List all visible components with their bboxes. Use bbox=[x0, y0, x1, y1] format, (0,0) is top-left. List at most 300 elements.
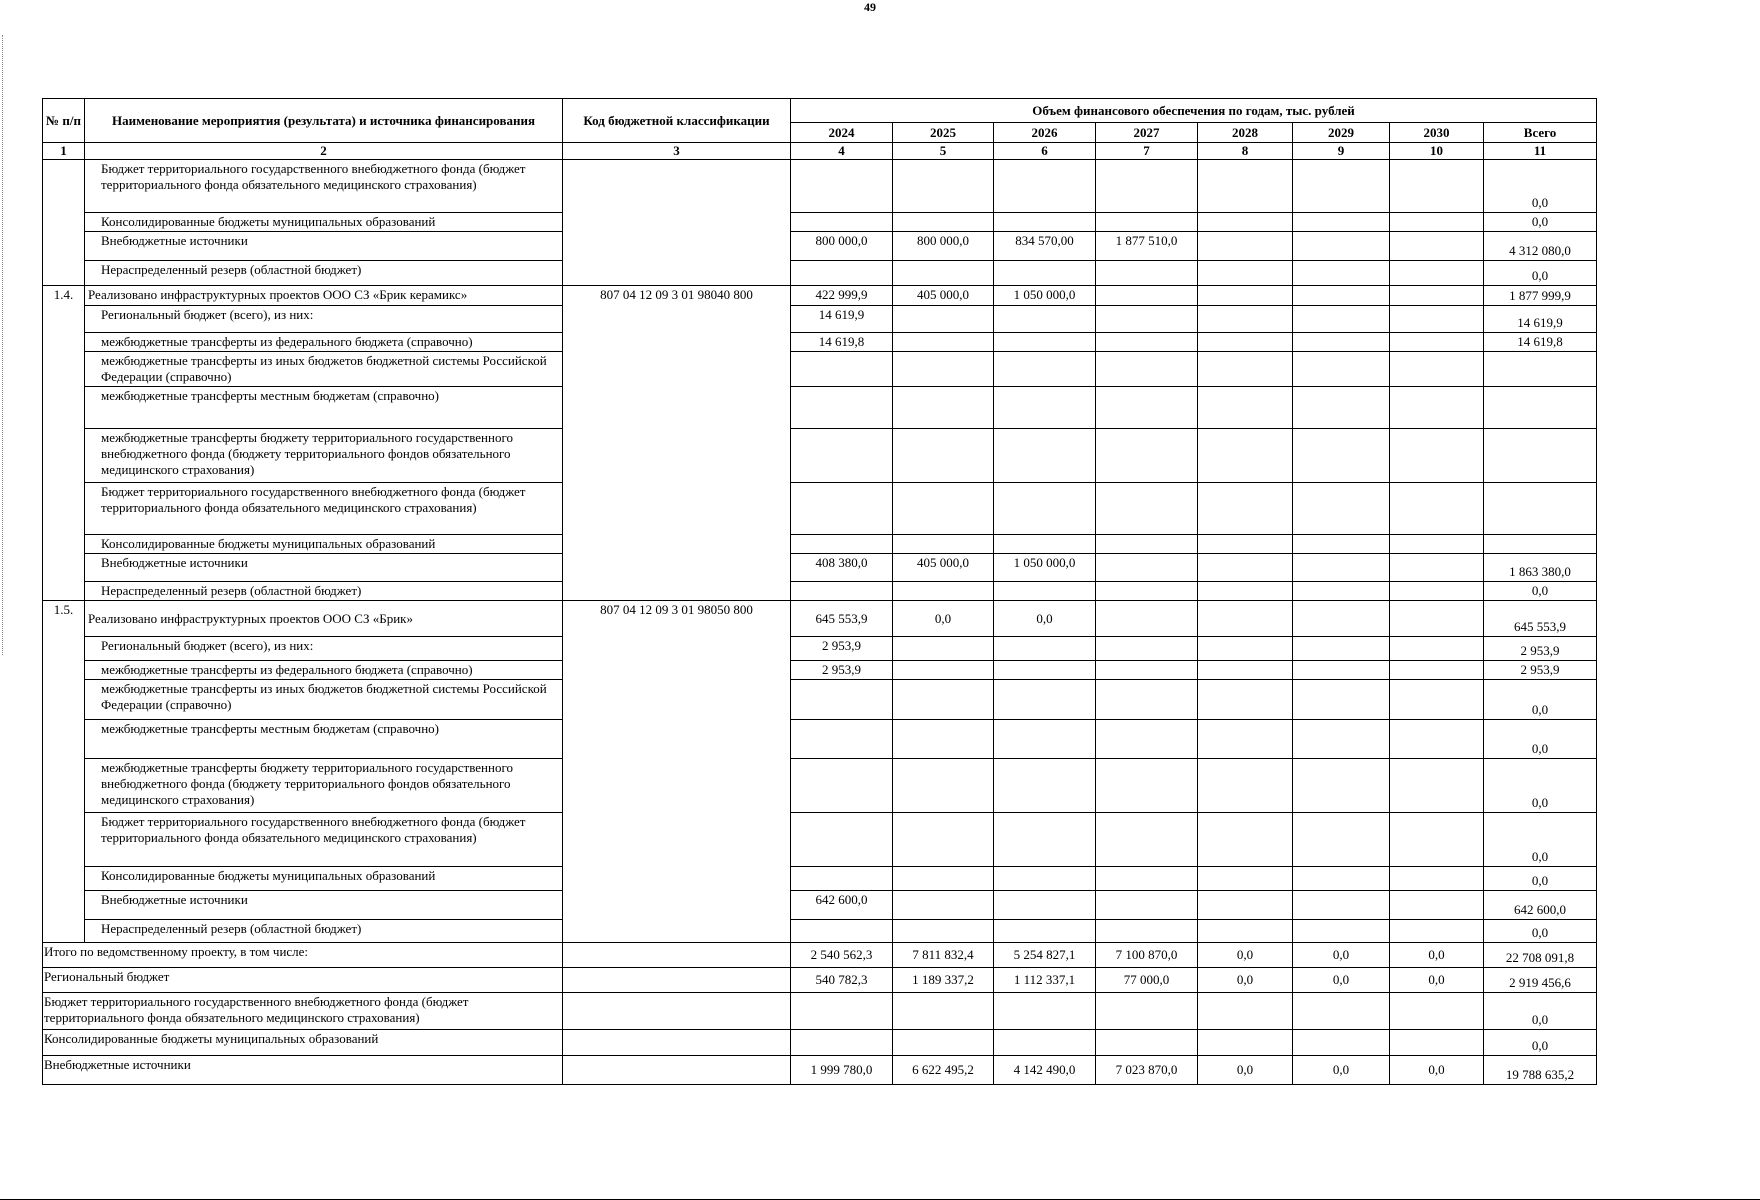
header-year: 2029 bbox=[1293, 123, 1390, 143]
summary-value-cell: 4 142 490,0 bbox=[994, 1056, 1096, 1085]
value-cell bbox=[1096, 261, 1198, 286]
value-cell: 645 553,9 bbox=[791, 601, 893, 637]
value-cell bbox=[1096, 867, 1198, 891]
value-cell bbox=[1293, 891, 1390, 920]
value-cell bbox=[1198, 429, 1293, 483]
value-cell bbox=[1293, 160, 1390, 213]
header-index-row bbox=[43, 143, 1597, 160]
table-row bbox=[43, 661, 1597, 680]
summary-value-cell: 540 782,3 bbox=[791, 968, 893, 993]
budget-code bbox=[563, 160, 791, 286]
value-cell bbox=[1198, 387, 1293, 429]
summary-code bbox=[563, 993, 791, 1030]
row-name: межбюджетные трансферты из иных бюджетов бюджетной системы Российской Федерации (справочно) bbox=[85, 352, 563, 387]
value-cell bbox=[791, 720, 893, 759]
value-cell bbox=[1293, 867, 1390, 891]
value-cell bbox=[1390, 535, 1484, 554]
summary-total-cell: 0,0 bbox=[1484, 1030, 1597, 1056]
value-cell bbox=[994, 637, 1096, 661]
summary-value-cell: 0,0 bbox=[1293, 943, 1390, 968]
value-cell bbox=[893, 720, 994, 759]
value-cell bbox=[1390, 429, 1484, 483]
summary-row bbox=[43, 1030, 1597, 1056]
header-year: 2024 bbox=[791, 123, 893, 143]
row-name: Внебюджетные источники bbox=[85, 891, 563, 920]
value-cell bbox=[1096, 286, 1198, 306]
value-cell bbox=[1293, 333, 1390, 352]
header-year: 2030 bbox=[1390, 123, 1484, 143]
value-cell bbox=[791, 813, 893, 867]
total-cell: 0,0 bbox=[1484, 160, 1597, 213]
header-code: Код бюджетной классификации bbox=[563, 99, 791, 143]
value-cell: 2 953,9 bbox=[791, 661, 893, 680]
summary-value-cell: 0,0 bbox=[1390, 1056, 1484, 1085]
value-cell bbox=[1096, 759, 1198, 813]
value-cell bbox=[791, 867, 893, 891]
value-cell bbox=[893, 891, 994, 920]
row-name: Внебюджетные источники bbox=[85, 232, 563, 261]
value-cell bbox=[1390, 352, 1484, 387]
header-year: 2025 bbox=[893, 123, 994, 143]
summary-value-cell: 7 100 870,0 bbox=[1096, 943, 1198, 968]
table-row bbox=[43, 160, 1597, 213]
summary-value-cell bbox=[1293, 1030, 1390, 1056]
row-name: межбюджетные трансферты бюджету территориального государственного внебюджетного фонда (бюджету территориального фондов обязательного медицинского страхования) bbox=[85, 759, 563, 813]
value-cell bbox=[994, 759, 1096, 813]
table-row bbox=[43, 387, 1597, 429]
value-cell bbox=[1198, 352, 1293, 387]
total-cell: 0,0 bbox=[1484, 261, 1597, 286]
table-row bbox=[43, 720, 1597, 759]
value-cell bbox=[1096, 429, 1198, 483]
summary-value-cell: 7 811 832,4 bbox=[893, 943, 994, 968]
value-cell bbox=[994, 813, 1096, 867]
value-cell bbox=[1096, 352, 1198, 387]
value-cell bbox=[791, 680, 893, 720]
value-cell bbox=[893, 483, 994, 535]
summary-value-cell bbox=[1390, 1030, 1484, 1056]
value-cell bbox=[1390, 554, 1484, 582]
value-cell bbox=[1096, 637, 1198, 661]
value-cell bbox=[893, 920, 994, 943]
summary-value-cell: 5 254 827,1 bbox=[994, 943, 1096, 968]
table-header bbox=[43, 99, 1597, 160]
total-cell: 14 619,9 bbox=[1484, 306, 1597, 333]
value-cell bbox=[994, 429, 1096, 483]
summary-name: Региональный бюджет bbox=[43, 968, 563, 993]
value-cell bbox=[1293, 601, 1390, 637]
header-volume: Объем финансового обеспечения по годам, тыс. рублей bbox=[791, 99, 1597, 123]
value-cell: 800 000,0 bbox=[893, 232, 994, 261]
row-number: 1.5. bbox=[43, 601, 85, 943]
summary-value-cell: 2 540 562,3 bbox=[791, 943, 893, 968]
index-cell: 10 bbox=[1390, 143, 1484, 160]
total-cell: 0,0 bbox=[1484, 867, 1597, 891]
value-cell bbox=[1390, 483, 1484, 535]
total-cell bbox=[1484, 429, 1597, 483]
scan-margin-line bbox=[2, 35, 3, 655]
value-cell bbox=[1390, 813, 1484, 867]
table-row bbox=[43, 535, 1597, 554]
value-cell: 1 050 000,0 bbox=[994, 286, 1096, 306]
summary-value-cell: 0,0 bbox=[1293, 968, 1390, 993]
total-cell: 2 953,9 bbox=[1484, 661, 1597, 680]
value-cell bbox=[893, 661, 994, 680]
summary-total-cell: 22 708 091,8 bbox=[1484, 943, 1597, 968]
header-name: Наименование мероприятия (результата) и источника финансирования bbox=[85, 99, 563, 143]
table-row bbox=[43, 306, 1597, 333]
value-cell bbox=[791, 352, 893, 387]
total-cell bbox=[1484, 535, 1597, 554]
value-cell bbox=[994, 720, 1096, 759]
value-cell bbox=[994, 352, 1096, 387]
summary-value-cell: 0,0 bbox=[1198, 943, 1293, 968]
value-cell bbox=[1198, 813, 1293, 867]
table-row bbox=[43, 891, 1597, 920]
value-cell bbox=[791, 213, 893, 232]
total-cell: 2 953,9 bbox=[1484, 637, 1597, 661]
value-cell bbox=[994, 661, 1096, 680]
value-cell bbox=[994, 333, 1096, 352]
value-cell bbox=[1096, 813, 1198, 867]
index-cell: 7 bbox=[1096, 143, 1198, 160]
value-cell bbox=[893, 867, 994, 891]
summary-code bbox=[563, 1030, 791, 1056]
value-cell bbox=[1096, 601, 1198, 637]
summary-value-cell bbox=[1390, 993, 1484, 1030]
value-cell bbox=[1293, 535, 1390, 554]
summary-value-cell bbox=[1198, 993, 1293, 1030]
row-name: межбюджетные трансферты из федерального бюджета (справочно) bbox=[85, 661, 563, 680]
summary-code bbox=[563, 943, 791, 968]
value-cell bbox=[893, 535, 994, 554]
value-cell bbox=[1293, 232, 1390, 261]
index-cell: 3 bbox=[563, 143, 791, 160]
value-cell: 800 000,0 bbox=[791, 232, 893, 261]
total-cell bbox=[1484, 352, 1597, 387]
value-cell bbox=[1293, 720, 1390, 759]
summary-code bbox=[563, 968, 791, 993]
value-cell bbox=[1293, 213, 1390, 232]
value-cell bbox=[893, 160, 994, 213]
value-cell bbox=[1390, 213, 1484, 232]
value-cell bbox=[1390, 333, 1484, 352]
value-cell bbox=[1096, 680, 1198, 720]
value-cell: 1 050 000,0 bbox=[994, 554, 1096, 582]
value-cell bbox=[791, 387, 893, 429]
summary-value-cell bbox=[1096, 993, 1198, 1030]
row-name: Бюджет территориального государственного внебюджетного фонда (бюджет территориального фонда обязательного медицинского страхования) bbox=[85, 813, 563, 867]
table-row bbox=[43, 582, 1597, 601]
row-name: Консолидированные бюджеты муниципальных образований bbox=[85, 535, 563, 554]
header-num: № п/п bbox=[43, 99, 85, 143]
value-cell bbox=[1293, 920, 1390, 943]
value-cell bbox=[893, 333, 994, 352]
value-cell bbox=[893, 306, 994, 333]
total-cell: 14 619,8 bbox=[1484, 333, 1597, 352]
value-cell bbox=[1390, 661, 1484, 680]
value-cell bbox=[1293, 429, 1390, 483]
row-name: Консолидированные бюджеты муниципальных образований bbox=[85, 867, 563, 891]
value-cell bbox=[994, 891, 1096, 920]
value-cell bbox=[791, 535, 893, 554]
value-cell bbox=[791, 483, 893, 535]
value-cell bbox=[1293, 813, 1390, 867]
row-number: 1.4. bbox=[43, 286, 85, 601]
value-cell bbox=[1198, 582, 1293, 601]
header-total: Всего bbox=[1484, 123, 1597, 143]
value-cell bbox=[1293, 286, 1390, 306]
table-row bbox=[43, 867, 1597, 891]
value-cell bbox=[1096, 535, 1198, 554]
value-cell bbox=[1096, 582, 1198, 601]
table-row bbox=[43, 232, 1597, 261]
header-year: 2028 bbox=[1198, 123, 1293, 143]
value-cell bbox=[1293, 680, 1390, 720]
table-row bbox=[43, 333, 1597, 352]
value-cell bbox=[994, 387, 1096, 429]
summary-value-cell bbox=[994, 1030, 1096, 1056]
total-cell: 1 863 380,0 bbox=[1484, 554, 1597, 582]
value-cell bbox=[1198, 483, 1293, 535]
summary-row bbox=[43, 1056, 1597, 1085]
summary-row bbox=[43, 943, 1597, 968]
value-cell bbox=[1198, 213, 1293, 232]
value-cell bbox=[1293, 483, 1390, 535]
value-cell bbox=[1096, 213, 1198, 232]
value-cell bbox=[1198, 286, 1293, 306]
table-row bbox=[43, 286, 1597, 306]
total-cell: 0,0 bbox=[1484, 680, 1597, 720]
summary-row bbox=[43, 968, 1597, 993]
value-cell bbox=[1198, 920, 1293, 943]
budget-code: 807 04 12 09 3 01 98050 800 bbox=[563, 601, 791, 943]
table-body bbox=[43, 160, 1597, 1085]
page-number: 49 bbox=[864, 0, 876, 14]
value-cell bbox=[1198, 232, 1293, 261]
value-cell bbox=[893, 582, 994, 601]
value-cell: 422 999,9 bbox=[791, 286, 893, 306]
total-cell: 4 312 080,0 bbox=[1484, 232, 1597, 261]
table-row bbox=[43, 813, 1597, 867]
value-cell bbox=[1198, 333, 1293, 352]
total-cell: 645 553,9 bbox=[1484, 601, 1597, 637]
row-name: Региональный бюджет (всего), из них: bbox=[85, 637, 563, 661]
row-name: Бюджет территориального государственного внебюджетного фонда (бюджет территориального фонда обязательного медицинского страхования) bbox=[85, 483, 563, 535]
value-cell bbox=[1198, 535, 1293, 554]
value-cell bbox=[1390, 261, 1484, 286]
index-cell: 2 bbox=[85, 143, 563, 160]
summary-value-cell bbox=[994, 993, 1096, 1030]
summary-name: Итого по ведомственному проекту, в том числе: bbox=[43, 943, 563, 968]
value-cell bbox=[893, 637, 994, 661]
value-cell: 0,0 bbox=[893, 601, 994, 637]
value-cell bbox=[1293, 637, 1390, 661]
table-row bbox=[43, 483, 1597, 535]
summary-total-cell: 2 919 456,6 bbox=[1484, 968, 1597, 993]
row-name: межбюджетные трансферты из федерального бюджета (справочно) bbox=[85, 333, 563, 352]
row-name: межбюджетные трансферты местным бюджетам (справочно) bbox=[85, 387, 563, 429]
row-number bbox=[43, 160, 85, 286]
financing-table bbox=[42, 98, 1597, 1085]
total-cell: 0,0 bbox=[1484, 920, 1597, 943]
value-cell bbox=[1390, 601, 1484, 637]
total-cell: 0,0 bbox=[1484, 582, 1597, 601]
value-cell bbox=[1198, 891, 1293, 920]
row-name: Нераспределенный резерв (областной бюджет) bbox=[85, 261, 563, 286]
value-cell bbox=[1293, 306, 1390, 333]
value-cell bbox=[1198, 680, 1293, 720]
value-cell bbox=[893, 813, 994, 867]
value-cell bbox=[994, 680, 1096, 720]
value-cell bbox=[1390, 920, 1484, 943]
table-row bbox=[43, 759, 1597, 813]
value-cell bbox=[1096, 661, 1198, 680]
value-cell bbox=[1198, 637, 1293, 661]
row-name: Бюджет территориального государственного внебюджетного фонда (бюджет территориального фонда обязательного медицинского страхования) bbox=[85, 160, 563, 213]
value-cell bbox=[994, 582, 1096, 601]
summary-name: Консолидированные бюджеты муниципальных образований bbox=[43, 1030, 563, 1056]
summary-name: Внебюджетные источники bbox=[43, 1056, 563, 1085]
value-cell: 642 600,0 bbox=[791, 891, 893, 920]
value-cell bbox=[791, 160, 893, 213]
budget-code: 807 04 12 09 3 01 98040 800 bbox=[563, 286, 791, 601]
table-row bbox=[43, 429, 1597, 483]
table-row bbox=[43, 680, 1597, 720]
value-cell: 14 619,9 bbox=[791, 306, 893, 333]
summary-name: Бюджет территориального государственного внебюджетного фонда (бюджет территориального фонда обязательного медицинского страхования) bbox=[43, 993, 563, 1030]
value-cell bbox=[1293, 261, 1390, 286]
value-cell bbox=[1390, 306, 1484, 333]
value-cell bbox=[994, 867, 1096, 891]
summary-value-cell: 0,0 bbox=[1390, 968, 1484, 993]
table-row bbox=[43, 637, 1597, 661]
row-name: Реализовано инфраструктурных проектов ООО СЗ «Брик керамикс» bbox=[85, 286, 563, 306]
value-cell bbox=[1390, 160, 1484, 213]
summary-value-cell bbox=[1096, 1030, 1198, 1056]
value-cell bbox=[893, 387, 994, 429]
total-cell bbox=[1484, 483, 1597, 535]
value-cell: 14 619,8 bbox=[791, 333, 893, 352]
summary-value-cell bbox=[791, 1030, 893, 1056]
value-cell bbox=[1390, 891, 1484, 920]
value-cell bbox=[1096, 306, 1198, 333]
index-cell: 11 bbox=[1484, 143, 1597, 160]
total-cell bbox=[1484, 387, 1597, 429]
value-cell bbox=[791, 759, 893, 813]
row-name: Нераспределенный резерв (областной бюджет) bbox=[85, 582, 563, 601]
summary-row bbox=[43, 993, 1597, 1030]
value-cell bbox=[1198, 661, 1293, 680]
summary-value-cell: 1 189 337,2 bbox=[893, 968, 994, 993]
value-cell bbox=[1096, 160, 1198, 213]
summary-value-cell: 0,0 bbox=[1198, 1056, 1293, 1085]
value-cell bbox=[893, 680, 994, 720]
value-cell bbox=[1390, 286, 1484, 306]
table-row bbox=[43, 920, 1597, 943]
value-cell bbox=[791, 261, 893, 286]
summary-value-cell bbox=[1293, 993, 1390, 1030]
value-cell bbox=[893, 213, 994, 232]
value-cell bbox=[1198, 306, 1293, 333]
summary-value-cell bbox=[1198, 1030, 1293, 1056]
value-cell bbox=[893, 759, 994, 813]
total-cell: 0,0 bbox=[1484, 720, 1597, 759]
summary-value-cell: 1 999 780,0 bbox=[791, 1056, 893, 1085]
row-name: Внебюджетные источники bbox=[85, 554, 563, 582]
value-cell bbox=[1293, 352, 1390, 387]
value-cell bbox=[994, 160, 1096, 213]
summary-total-cell: 0,0 bbox=[1484, 993, 1597, 1030]
value-cell: 2 953,9 bbox=[791, 637, 893, 661]
value-cell: 405 000,0 bbox=[893, 554, 994, 582]
summary-value-cell: 7 023 870,0 bbox=[1096, 1056, 1198, 1085]
index-cell: 4 bbox=[791, 143, 893, 160]
value-cell: 408 380,0 bbox=[791, 554, 893, 582]
value-cell bbox=[1198, 867, 1293, 891]
value-cell bbox=[994, 306, 1096, 333]
value-cell bbox=[1096, 891, 1198, 920]
value-cell bbox=[791, 920, 893, 943]
value-cell bbox=[1390, 637, 1484, 661]
total-cell: 642 600,0 bbox=[1484, 891, 1597, 920]
value-cell bbox=[994, 535, 1096, 554]
value-cell bbox=[1390, 232, 1484, 261]
value-cell bbox=[1096, 920, 1198, 943]
index-cell: 9 bbox=[1293, 143, 1390, 160]
value-cell bbox=[893, 261, 994, 286]
row-name: Консолидированные бюджеты муниципальных образований bbox=[85, 213, 563, 232]
value-cell bbox=[1198, 601, 1293, 637]
summary-code bbox=[563, 1056, 791, 1085]
value-cell: 1 877 510,0 bbox=[1096, 232, 1198, 261]
row-name: межбюджетные трансферты местным бюджетам (справочно) bbox=[85, 720, 563, 759]
value-cell bbox=[1293, 387, 1390, 429]
summary-value-cell: 0,0 bbox=[1293, 1056, 1390, 1085]
value-cell bbox=[893, 429, 994, 483]
total-cell: 0,0 bbox=[1484, 213, 1597, 232]
value-cell bbox=[1390, 680, 1484, 720]
value-cell bbox=[1096, 554, 1198, 582]
value-cell: 834 570,00 bbox=[994, 232, 1096, 261]
total-cell: 0,0 bbox=[1484, 813, 1597, 867]
value-cell bbox=[1096, 483, 1198, 535]
value-cell bbox=[1096, 387, 1198, 429]
value-cell bbox=[994, 920, 1096, 943]
index-cell: 8 bbox=[1198, 143, 1293, 160]
summary-value-cell: 77 000,0 bbox=[1096, 968, 1198, 993]
summary-value-cell: 0,0 bbox=[1390, 943, 1484, 968]
table-row bbox=[43, 213, 1597, 232]
row-name: Региональный бюджет (всего), из них: bbox=[85, 306, 563, 333]
value-cell bbox=[1293, 661, 1390, 680]
value-cell bbox=[994, 213, 1096, 232]
index-cell: 5 bbox=[893, 143, 994, 160]
value-cell bbox=[791, 429, 893, 483]
value-cell bbox=[1390, 387, 1484, 429]
value-cell bbox=[1198, 160, 1293, 213]
value-cell bbox=[1390, 582, 1484, 601]
summary-total-cell: 19 788 635,2 bbox=[1484, 1056, 1597, 1085]
value-cell bbox=[1293, 759, 1390, 813]
value-cell bbox=[1198, 720, 1293, 759]
total-cell: 0,0 bbox=[1484, 759, 1597, 813]
header-year: 2026 bbox=[994, 123, 1096, 143]
summary-value-cell: 1 112 337,1 bbox=[994, 968, 1096, 993]
value-cell bbox=[893, 352, 994, 387]
summary-value-cell bbox=[791, 993, 893, 1030]
value-cell bbox=[994, 483, 1096, 535]
